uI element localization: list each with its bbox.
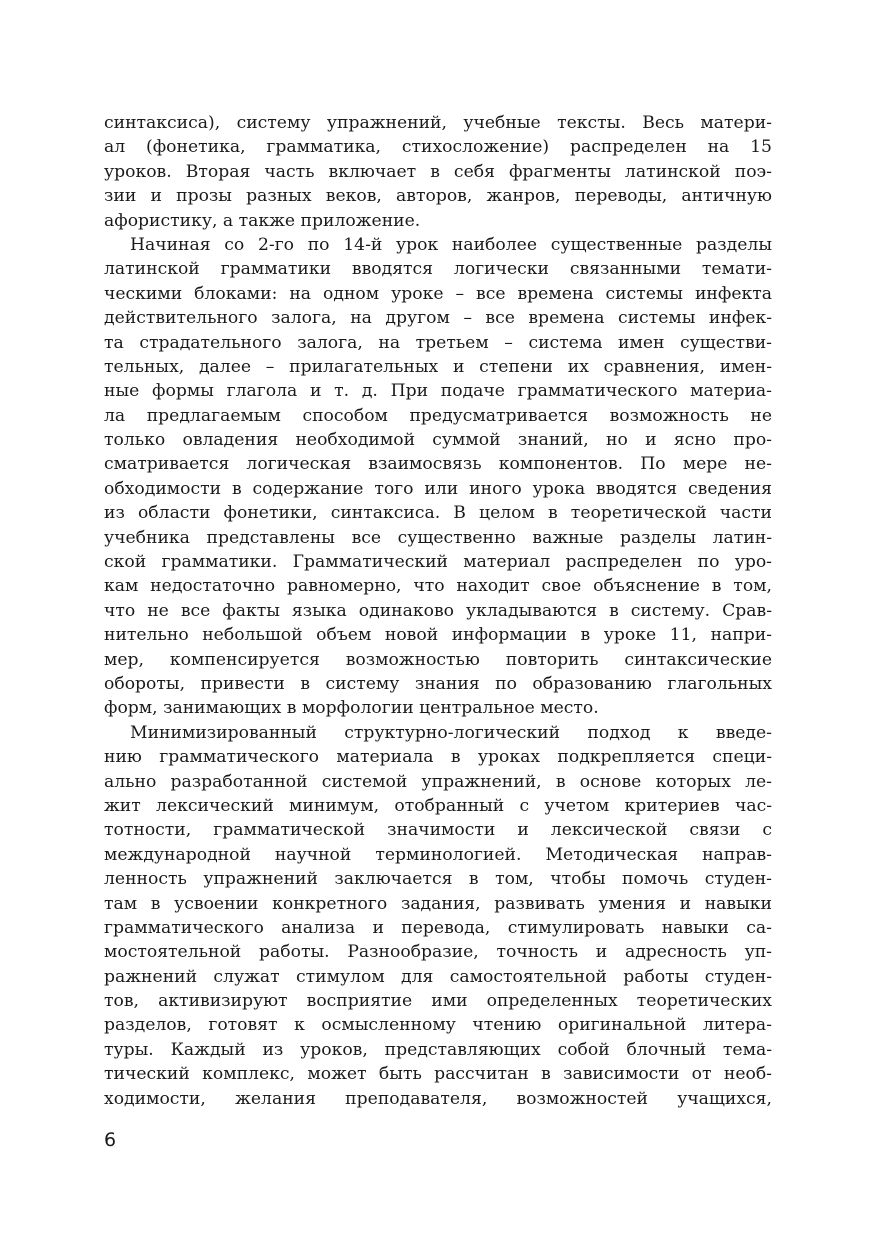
text-line: Минимизированный структурно-логический подход к введе- xyxy=(130,722,772,743)
paragraph xyxy=(104,233,772,721)
text-line: там в усвоении конкретного задания, развивать умения и навыки xyxy=(104,893,772,914)
text-line: туры. Каждый из уроков, представляющих собой блочный тема- xyxy=(104,1039,772,1060)
text-line: ражнений служат стимулом для самостоятельной работы студен- xyxy=(104,966,772,987)
text-line: ческими блоками: на одном уроке – все времена системы инфекта xyxy=(104,283,772,304)
text-line: действительного залога, на другом – все времена системы инфек- xyxy=(104,308,772,329)
text-line: ла предлагаемым способом предусматривается возможность не xyxy=(104,405,772,426)
text-line: обороты, привести в систему знания по образованию глагольных xyxy=(104,673,772,694)
text-line: грамматического анализа и перевода, стимулировать навыки са- xyxy=(104,917,772,938)
paragraph xyxy=(104,111,772,233)
text-line: ходимости, желания преподавателя, возможностей учащихся, xyxy=(104,1088,772,1109)
text-line: что не все факты языка одинаково укладываются в систему. Срав- xyxy=(104,600,772,621)
text-line: ленность упражнений заключается в том, чтобы помочь студен- xyxy=(104,869,772,890)
text-line: ные формы глагола и т. д. При подаче грамматического материа- xyxy=(104,381,772,402)
text-line: мостоятельной работы. Разнообразие, точность и адресность уп- xyxy=(104,942,772,963)
text-line: сматривается логическая взаимосвязь компонентов. По мере не- xyxy=(104,454,772,475)
page-body xyxy=(104,111,772,1111)
text-line: зии и прозы разных веков, авторов, жанров, переводы, античную xyxy=(104,186,772,207)
text-line: афористику, а также приложение. xyxy=(104,210,421,231)
text-line: кам недостаточно равномерно, что находит свое объяснение в том, xyxy=(104,576,772,597)
paragraph xyxy=(104,721,772,1111)
text-line: обходимости в содержание того или иного урока вводятся сведения xyxy=(104,478,772,499)
text-line: тотности, грамматической значимости и лексической связи с xyxy=(104,820,772,841)
text-line: латинской грамматики вводятся логически связанными темати- xyxy=(104,259,772,280)
text-line: только овладения необходимой суммой знаний, но и ясно про- xyxy=(104,430,772,451)
text-line: нительно небольшой объем новой информации в уроке 11, напри- xyxy=(104,625,772,646)
text-line: ской грамматики. Грамматический материал распределен по уро- xyxy=(104,552,772,573)
text-line: из области фонетики, синтаксиса. В целом в теоретической части xyxy=(104,503,772,524)
text-line: ал (фонетика, грамматика, стихосложение) распределен на 15 xyxy=(104,137,772,158)
text-line: тов, активизируют восприятие ими определенных теоретических xyxy=(104,991,772,1012)
text-line: тический комплекс, может быть рассчитан в зависимости от необ- xyxy=(104,1064,772,1085)
text-line: международной научной терминологией. Методическая направ- xyxy=(104,844,772,865)
text-line: ально разработанной системой упражнений, в основе которых ле- xyxy=(104,771,772,792)
text-line: Начиная со 2-го по 14-й урок наиболее существенные разделы xyxy=(130,234,772,255)
text-line: нию грамматического материала в уроках подкрепляется специ- xyxy=(104,747,772,768)
text-line: уроков. Вторая часть включает в себя фрагменты латинской поэ- xyxy=(104,161,772,182)
text-line: жит лексический минимум, отобранный с учетом критериев час- xyxy=(104,795,772,816)
text-line: мер, компенсируется возможностью повторить синтаксические xyxy=(104,649,772,670)
text-line: тельных, далее – прилагательных и степени их сравнения, имен- xyxy=(104,356,772,377)
text-line: учебника представлены все существенно важные разделы латин- xyxy=(104,527,772,548)
text-line: та страдательного залога, на третьем – система имен существи- xyxy=(104,332,772,353)
text-line: разделов, готовят к осмысленному чтению оригинальной литера- xyxy=(104,1015,772,1036)
text-line: синтаксиса), систему упражнений, учебные тексты. Весь матери- xyxy=(104,113,772,133)
text-line: форм, занимающих в морфологии центральное место. xyxy=(104,698,599,719)
page-number: 6 xyxy=(104,1129,117,1151)
